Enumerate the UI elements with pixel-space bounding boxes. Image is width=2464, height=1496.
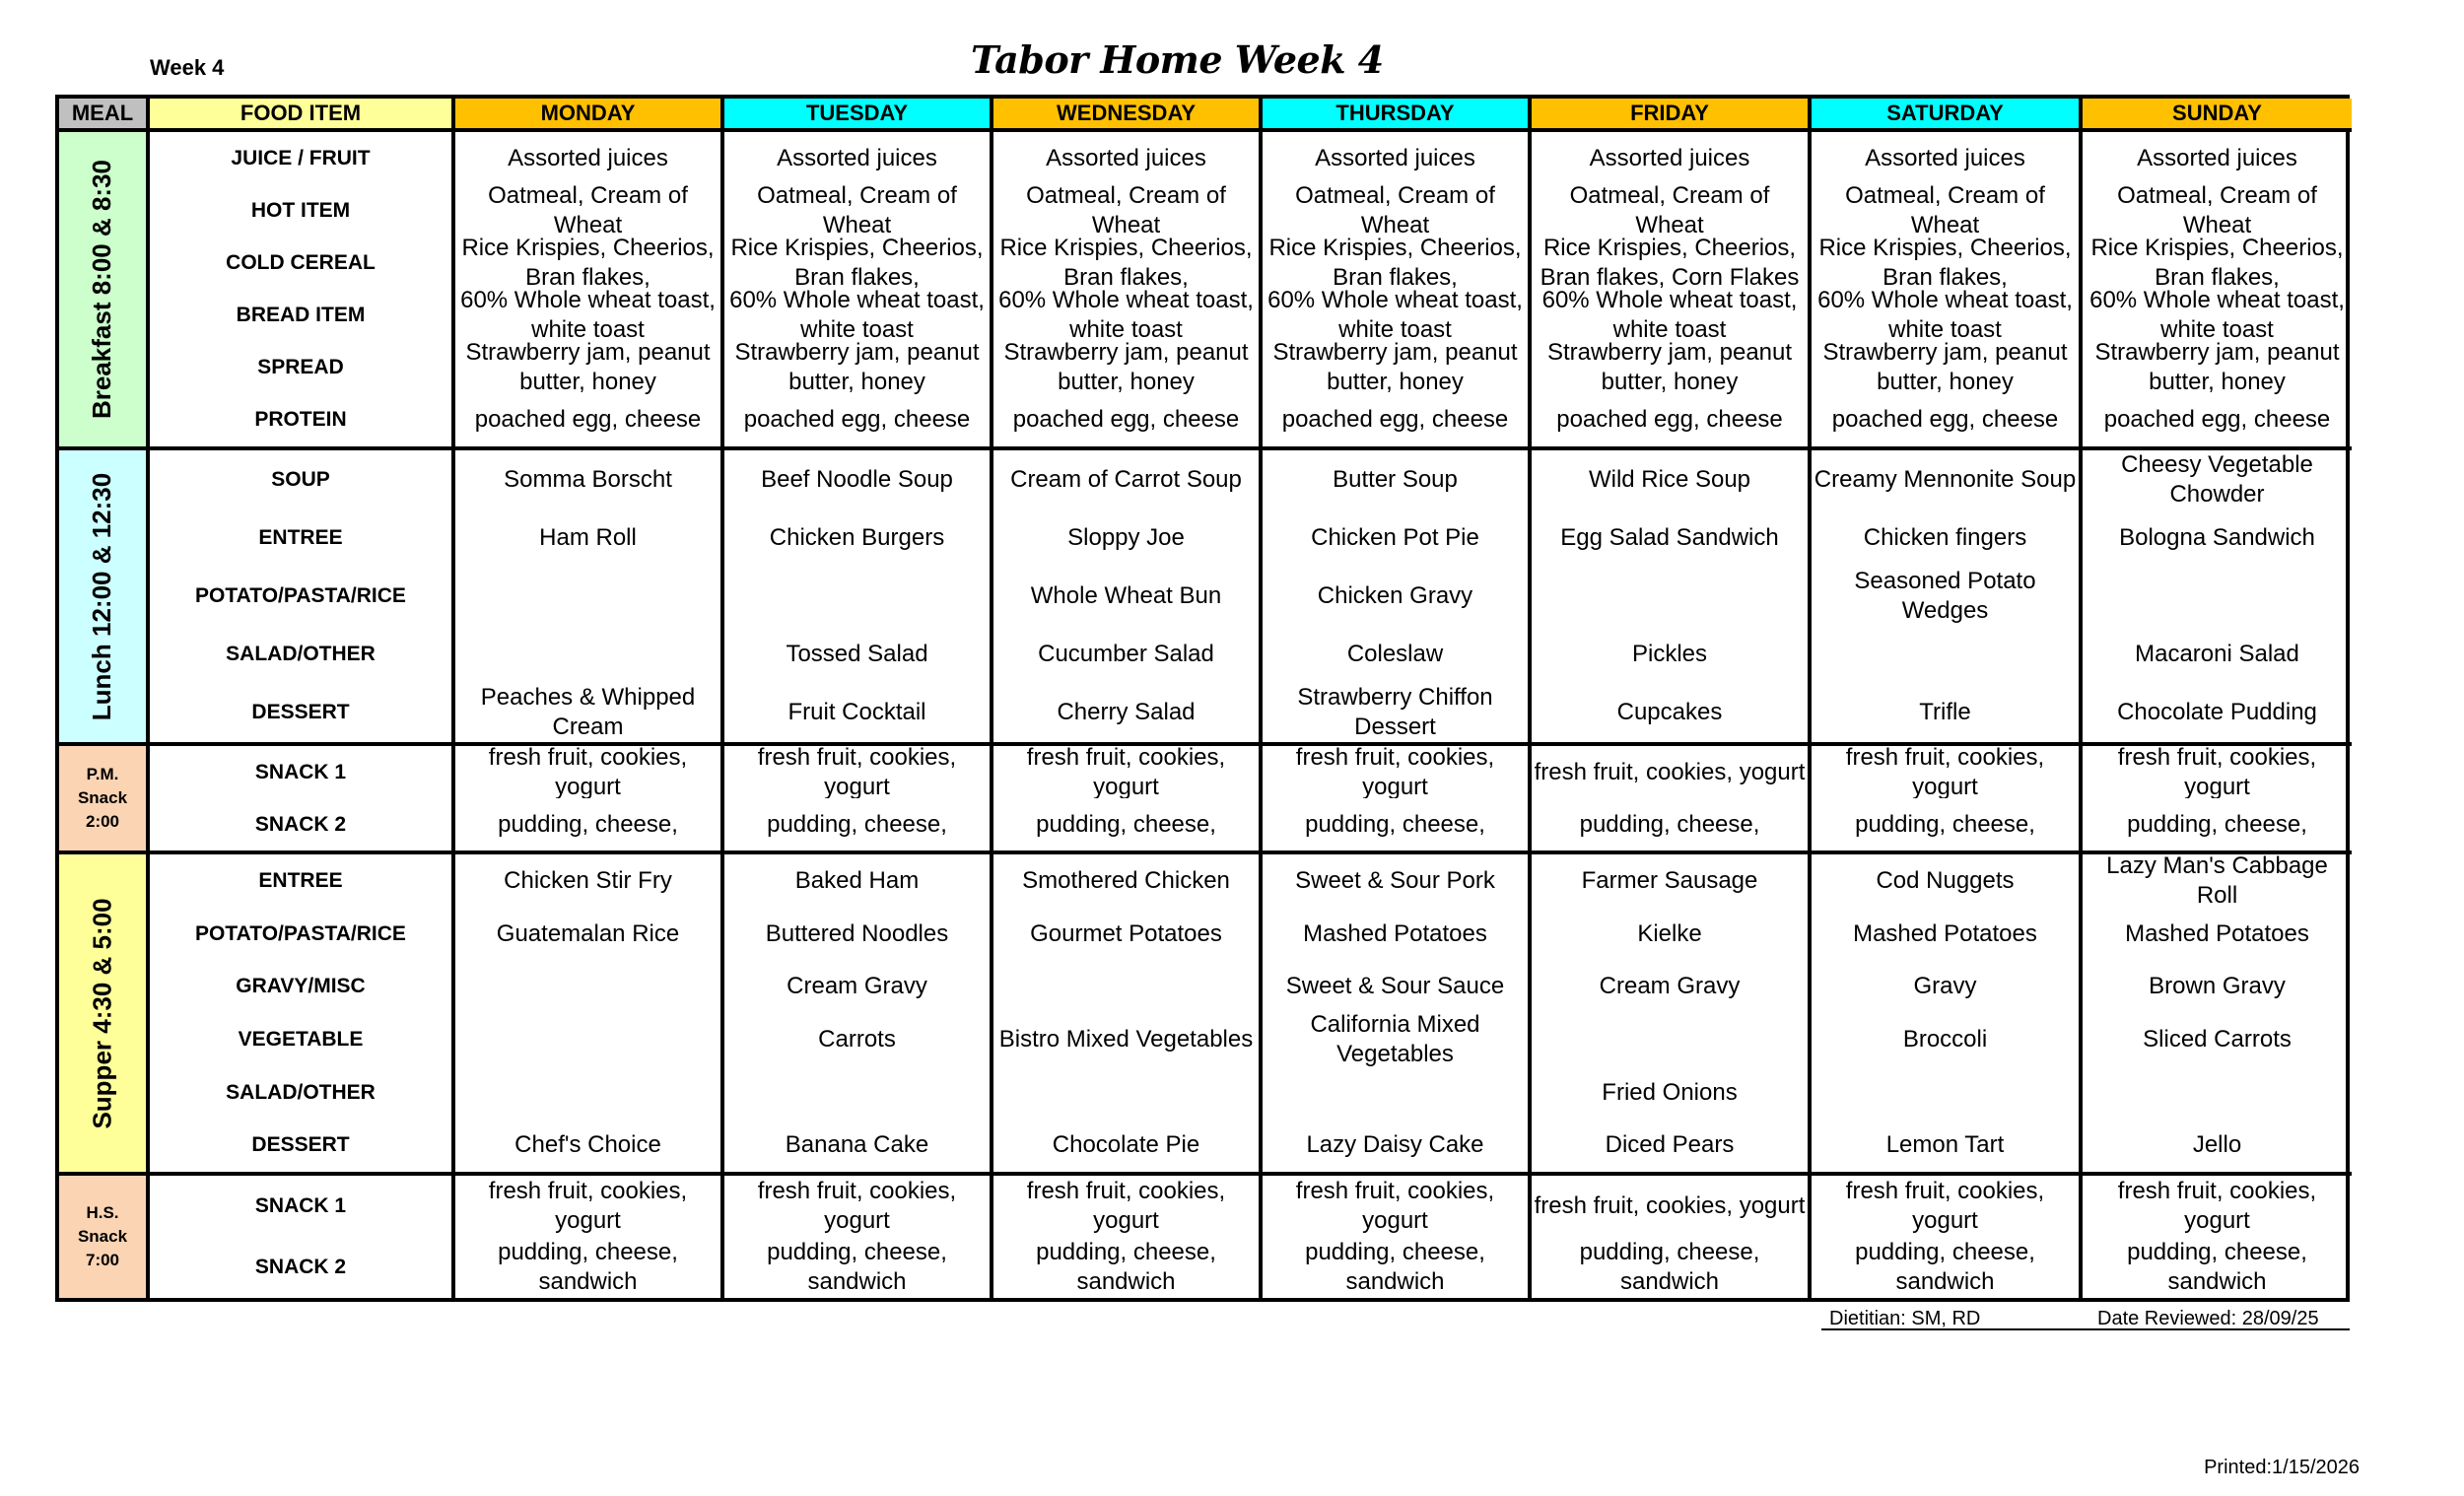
meal-label: Lunch 12:00 & 12:30	[87, 472, 117, 720]
meal-label-cell	[59, 746, 150, 854]
day-column-thursday	[1263, 450, 1532, 746]
week-label: Week 4	[150, 55, 225, 80]
menu-cell: Seasoned Potato Wedges	[1854, 568, 2036, 625]
menu-cell: Bologna Sandwich	[2119, 523, 2315, 551]
menu-cell: Assorted juices	[777, 144, 937, 171]
menu-cell: fresh fruit, cookies, yogurt	[757, 746, 957, 798]
header-day-monday: MONDAY	[455, 99, 724, 132]
menu-cell: fresh fruit, cookies, yogurt	[488, 1178, 688, 1234]
menu-cell	[455, 567, 720, 625]
menu-cell	[1263, 1066, 1528, 1120]
menu-cell: Banana Cake	[785, 1131, 929, 1159]
menu-cell: Creamy Mennonite Soup	[1814, 465, 2077, 493]
menu-cell: Peaches & Whipped Cream	[480, 684, 696, 741]
menu-cell: pudding, cheese,	[1579, 810, 1760, 838]
food-item-label: SNACK 1	[254, 1194, 347, 1217]
menu-cell: Cream Gravy	[787, 973, 927, 1000]
menu-cell: 60% Whole wheat toast, white toast	[1541, 289, 1798, 342]
menu-cell: Rice Krispies, Cheerios, Bran flakes,	[999, 237, 1253, 290]
menu-cell: Whole Wheat Bun	[1030, 582, 1222, 609]
day-column-sunday	[2083, 854, 2352, 1176]
menu-cell: Egg Salad Sandwich	[1560, 523, 1779, 551]
menu-cell: Macaroni Salad	[2135, 641, 2299, 668]
menu-cell: Assorted juices	[1315, 144, 1475, 171]
food-item-column	[150, 854, 455, 1176]
menu-cell: fresh fruit, cookies, yogurt	[1845, 1178, 2045, 1234]
page-title: Tabor Home Week 4	[971, 37, 1384, 82]
menu-cell: Beef Noodle Soup	[761, 465, 953, 493]
menu-cell: fresh fruit, cookies, yogurt	[1026, 1178, 1226, 1234]
day-column-sunday	[2083, 1176, 2352, 1298]
food-item-label: DESSERT	[251, 1133, 350, 1157]
day-column-monday	[455, 132, 724, 450]
menu-cell	[455, 626, 720, 684]
header-day-friday: FRIDAY	[1532, 99, 1812, 132]
menu-cell: Strawberry jam, peanut butter, honey	[1003, 341, 1249, 394]
day-column-monday	[455, 746, 724, 854]
menu-cell: Strawberry jam, peanut butter, honey	[465, 341, 711, 394]
food-item-column	[150, 746, 455, 854]
menu-cell	[1532, 1013, 1808, 1066]
menu-cell: Chicken fingers	[1863, 523, 2027, 551]
menu-cell: California Mixed Vegetables	[1310, 1013, 1480, 1066]
menu-cell: Strawberry Chiffon Dessert	[1297, 684, 1493, 741]
food-item-label: POTATO/PASTA/RICE	[195, 921, 406, 945]
menu-cell: Oatmeal, Cream of Wheat	[757, 184, 957, 238]
food-item-label: DESSERT	[251, 701, 350, 724]
food-item-label: BREAD ITEM	[236, 304, 366, 327]
menu-cell: Gravy	[1913, 973, 1977, 1000]
day-column-tuesday	[724, 132, 993, 450]
menu-cell: Cream of Carrot Soup	[1010, 465, 1242, 493]
menu-cell: poached egg, cheese	[1831, 406, 2059, 434]
meal-label: H.S. Snack 7:00	[77, 1203, 128, 1269]
menu-cell: fresh fruit, cookies, yogurt	[488, 746, 688, 798]
menu-cell: pudding, cheese, sandwich	[1305, 1239, 1485, 1295]
menu-cell: Broccoli	[1902, 1025, 1988, 1053]
menu-cell	[724, 1066, 990, 1120]
menu-cell: Bistro Mixed Vegetables	[998, 1025, 1254, 1053]
menu-cell: fresh fruit, cookies, yogurt	[1845, 746, 2045, 798]
menu-cell: fresh fruit, cookies, yogurt	[1534, 1192, 1806, 1219]
food-item-column	[150, 450, 455, 746]
day-column-wednesday	[993, 854, 1263, 1176]
menu-cell: 60% Whole wheat toast, white toast	[729, 289, 985, 342]
menu-cell	[1812, 1066, 2079, 1120]
header-day-saturday: SATURDAY	[1812, 99, 2083, 132]
day-column-friday	[1532, 1176, 1812, 1298]
menu-cell: Chocolate Pie	[1052, 1131, 1200, 1159]
menu-cell: Chicken Burgers	[769, 523, 945, 551]
menu-cell: Sliced Carrots	[2143, 1025, 2292, 1053]
menu-cell: pudding, cheese, sandwich	[1579, 1239, 1760, 1295]
food-item-label: SOUP	[271, 467, 330, 491]
menu-cell: Lemon Tart	[1885, 1131, 2005, 1159]
food-item-label: PROTEIN	[254, 408, 347, 432]
menu-cell: Oatmeal, Cream of Wheat	[1295, 184, 1495, 238]
day-column-thursday	[1263, 746, 1532, 854]
menu-cell: Rice Krispies, Cheerios, Bran flakes,	[2090, 237, 2344, 290]
menu-cell: Sloppy Joe	[1067, 523, 1185, 551]
day-column-sunday	[2083, 450, 2352, 746]
menu-cell: fresh fruit, cookies, yogurt	[757, 1178, 957, 1234]
menu-cell: Fried Onions	[1602, 1078, 1738, 1106]
menu-cell	[455, 960, 720, 1013]
menu-cell: Strawberry jam, peanut butter, honey	[1272, 341, 1518, 394]
menu-cell: pudding, cheese,	[498, 810, 678, 838]
menu-cell	[1532, 567, 1808, 625]
menu-cell: Assorted juices	[1865, 144, 2025, 171]
menu-cell: Rice Krispies, Cheerios, Bran flakes, Corn Flakes	[1540, 237, 1800, 290]
menu-cell: Mashed Potatoes	[1303, 919, 1487, 947]
menu-cell: Diced Pears	[1605, 1131, 1735, 1159]
menu-cell: Mashed Potatoes	[1853, 919, 2037, 947]
meal-label-cell	[59, 132, 150, 450]
menu-cell	[1812, 626, 2079, 684]
menu-cell: pudding, cheese, sandwich	[767, 1239, 947, 1295]
menu-cell: Assorted juices	[508, 144, 668, 171]
menu-cell: Sweet & Sour Sauce	[1285, 973, 1505, 1000]
menu-cell: Sweet & Sour Pork	[1295, 866, 1495, 894]
menu-cell: Chicken Stir Fry	[504, 866, 672, 894]
menu-cell: poached egg, cheese	[1012, 406, 1240, 434]
menu-cell: Lazy Man's Cabbage Roll	[2106, 854, 2328, 908]
menu-cell	[724, 567, 990, 625]
menu-cell: Rice Krispies, Cheerios, Bran flakes,	[1818, 237, 2072, 290]
day-column-thursday	[1263, 854, 1532, 1176]
menu-cell: Chicken Gravy	[1317, 582, 1473, 609]
food-item-label: POTATO/PASTA/RICE	[195, 584, 406, 607]
menu-cell: pudding, cheese,	[1855, 810, 2035, 838]
menu-cell: Cupcakes	[1616, 699, 1723, 726]
menu-cell: fresh fruit, cookies, yogurt	[1295, 746, 1495, 798]
menu-cell: Tossed Salad	[786, 641, 928, 668]
menu-cell: Baked Ham	[794, 866, 920, 894]
food-item-label: SNACK 2	[254, 1256, 347, 1278]
menu-cell: Strawberry jam, peanut butter, honey	[1822, 341, 2068, 394]
menu-cell: Jello	[2192, 1131, 2242, 1159]
menu-cell: Strawberry jam, peanut butter, honey	[734, 341, 980, 394]
day-column-wednesday	[993, 450, 1263, 746]
menu-cell: Assorted juices	[1589, 144, 1750, 171]
menu-cell: Butter Soup	[1333, 465, 1458, 493]
meal-label: P.M. Snack 2:00	[77, 765, 128, 831]
menu-cell: pudding, cheese,	[1036, 810, 1216, 838]
day-column-thursday	[1263, 1176, 1532, 1298]
menu-cell: Lazy Daisy Cake	[1306, 1131, 1484, 1159]
food-item-label: HOT ITEM	[250, 198, 351, 222]
food-item-label: SNACK 1	[254, 760, 347, 783]
menu-cell: Oatmeal, Cream of Wheat	[1845, 184, 2045, 238]
menu-cell: Buttered Noodles	[765, 919, 949, 947]
day-column-friday	[1532, 132, 1812, 450]
menu-cell: Chocolate Pudding	[2117, 699, 2317, 726]
meal-label-cell	[59, 854, 150, 1176]
printed-date: Printed:1/15/2026	[2204, 1457, 2360, 1478]
menu-cell: fresh fruit, cookies, yogurt	[1534, 758, 1806, 785]
food-item-label: SALAD/OTHER	[226, 1080, 376, 1104]
menu-cell	[2083, 567, 2352, 625]
meal-label-cell	[59, 450, 150, 746]
food-item-label: GRAVY/MISC	[236, 975, 366, 998]
food-item-label: VEGETABLE	[238, 1027, 364, 1051]
day-column-saturday	[1812, 746, 2083, 854]
menu-cell: poached egg, cheese	[1556, 406, 1783, 434]
menu-cell: Carrots	[818, 1025, 896, 1053]
menu-cell: poached egg, cheese	[2103, 406, 2331, 434]
day-column-saturday	[1812, 854, 2083, 1176]
menu-cell	[455, 1013, 720, 1066]
date-reviewed-label: Date Reviewed: 28/09/25	[2097, 1308, 2319, 1329]
menu-cell: Ham Roll	[539, 523, 637, 551]
food-item-label: JUICE / FRUIT	[231, 146, 371, 170]
day-column-saturday	[1812, 450, 2083, 746]
menu-cell: Oatmeal, Cream of Wheat	[488, 184, 688, 238]
meal-label: Supper 4:30 & 5:00	[87, 897, 117, 1129]
menu-cell: Oatmeal, Cream of Wheat	[1026, 184, 1226, 238]
menu-cell: Somma Borscht	[504, 465, 672, 493]
day-column-saturday	[1812, 1176, 2083, 1298]
menu-cell: 60% Whole wheat toast, white toast	[2089, 289, 2345, 342]
header-day-sunday: SUNDAY	[2083, 99, 2352, 132]
day-column-wednesday	[993, 132, 1263, 450]
day-column-tuesday	[724, 450, 993, 746]
menu-cell	[2083, 1066, 2352, 1120]
menu-cell: Strawberry jam, peanut butter, honey	[2094, 341, 2340, 394]
menu-cell: fresh fruit, cookies, yogurt	[2117, 746, 2317, 798]
menu-cell: Pickles	[1631, 641, 1708, 668]
day-column-wednesday	[993, 1176, 1263, 1298]
menu-cell: Smothered Chicken	[1022, 866, 1230, 894]
menu-cell: pudding, cheese, sandwich	[498, 1239, 678, 1295]
menu-cell: poached egg, cheese	[743, 406, 971, 434]
menu-cell: Cucumber Salad	[1038, 641, 1214, 668]
menu-cell: Oatmeal, Cream of Wheat	[1569, 184, 1770, 238]
menu-cell	[455, 1066, 720, 1120]
menu-cell: poached egg, cheese	[1281, 406, 1509, 434]
menu-cell: 60% Whole wheat toast, white toast	[998, 289, 1254, 342]
food-item-label: ENTREE	[258, 525, 343, 549]
meal-label-cell	[59, 1176, 150, 1298]
menu-cell: Gourmet Potatoes	[1030, 919, 1222, 947]
header-meal: MEAL	[59, 99, 150, 132]
menu-cell: Cod Nuggets	[1876, 866, 2015, 894]
header-day-tuesday: TUESDAY	[724, 99, 993, 132]
food-item-label: SPREAD	[257, 356, 344, 379]
food-item-label: SNACK 2	[254, 812, 347, 836]
menu-cell: fresh fruit, cookies, yogurt	[1026, 746, 1226, 798]
menu-cell: pudding, cheese, sandwich	[1855, 1239, 2035, 1295]
day-column-thursday	[1263, 132, 1532, 450]
menu-cell: pudding, cheese,	[767, 810, 947, 838]
menu-cell: pudding, cheese,	[1305, 810, 1485, 838]
day-column-tuesday	[724, 1176, 993, 1298]
menu-cell: Cheesy Vegetable Chowder	[2121, 450, 2313, 508]
day-column-monday	[455, 854, 724, 1176]
menu-cell: poached egg, cheese	[474, 406, 702, 434]
menu-cell: fresh fruit, cookies, yogurt	[2117, 1178, 2317, 1234]
header-food-item: FOOD ITEM	[150, 99, 455, 132]
food-item-label: ENTREE	[258, 868, 343, 892]
menu-cell	[993, 960, 1259, 1013]
menu-cell: pudding, cheese, sandwich	[1036, 1239, 1216, 1295]
day-column-tuesday	[724, 854, 993, 1176]
day-column-wednesday	[993, 746, 1263, 854]
day-column-monday	[455, 1176, 724, 1298]
menu-cell: Cream Gravy	[1599, 973, 1741, 1000]
food-item-label: SALAD/OTHER	[226, 643, 376, 666]
menu-cell: Chef's Choice	[514, 1131, 661, 1159]
menu-cell: pudding, cheese,	[2127, 810, 2307, 838]
menu-cell: Brown Gravy	[2149, 973, 2286, 1000]
menu-cell: Assorted juices	[1046, 144, 1206, 171]
menu-cell: Rice Krispies, Cheerios, Bran flakes,	[730, 237, 984, 290]
menu-cell: Fruit Cocktail	[787, 699, 926, 726]
menu-table	[55, 95, 2350, 1302]
day-column-friday	[1532, 854, 1812, 1176]
day-column-friday	[1532, 450, 1812, 746]
menu-cell: 60% Whole wheat toast, white toast	[1817, 289, 2073, 342]
day-column-sunday	[2083, 132, 2352, 450]
day-column-sunday	[2083, 746, 2352, 854]
menu-cell: Oatmeal, Cream of Wheat	[2117, 184, 2317, 238]
menu-cell: fresh fruit, cookies, yogurt	[1295, 1178, 1495, 1234]
menu-cell: Wild Rice Soup	[1588, 465, 1751, 493]
menu-cell: Chicken Pot Pie	[1311, 523, 1479, 551]
menu-cell: Cherry Salad	[1057, 699, 1196, 726]
menu-cell: pudding, cheese, sandwich	[2127, 1239, 2307, 1295]
day-column-saturday	[1812, 132, 2083, 450]
menu-cell: Strawberry jam, peanut butter, honey	[1546, 341, 1793, 394]
menu-cell: Rice Krispies, Cheerios, Bran flakes,	[1268, 237, 1522, 290]
menu-cell: Farmer Sausage	[1581, 866, 1758, 894]
dietitian-label: Dietitian: SM, RD	[1829, 1308, 1981, 1329]
food-item-column	[150, 1176, 455, 1298]
header-day-thursday: THURSDAY	[1263, 99, 1532, 132]
menu-cell: Coleslaw	[1346, 641, 1444, 668]
menu-cell	[993, 1066, 1259, 1120]
menu-cell: Guatemalan Rice	[496, 919, 680, 947]
day-column-monday	[455, 450, 724, 746]
menu-cell: 60% Whole wheat toast, white toast	[460, 289, 716, 342]
header-day-wednesday: WEDNESDAY	[993, 99, 1263, 132]
menu-cell: 60% Whole wheat toast, white toast	[1267, 289, 1523, 342]
food-item-column	[150, 132, 455, 450]
menu-cell: Kielke	[1637, 919, 1702, 947]
day-column-friday	[1532, 746, 1812, 854]
food-item-label: COLD CEREAL	[226, 250, 376, 274]
meal-label: Breakfast 8:00 & 8:30	[87, 159, 117, 420]
day-column-tuesday	[724, 746, 993, 854]
menu-cell: Trifle	[1919, 699, 1971, 726]
menu-cell: Rice Krispies, Cheerios, Bran flakes,	[461, 237, 715, 290]
menu-cell: Mashed Potatoes	[2125, 919, 2309, 947]
menu-cell: Assorted juices	[2137, 144, 2297, 171]
